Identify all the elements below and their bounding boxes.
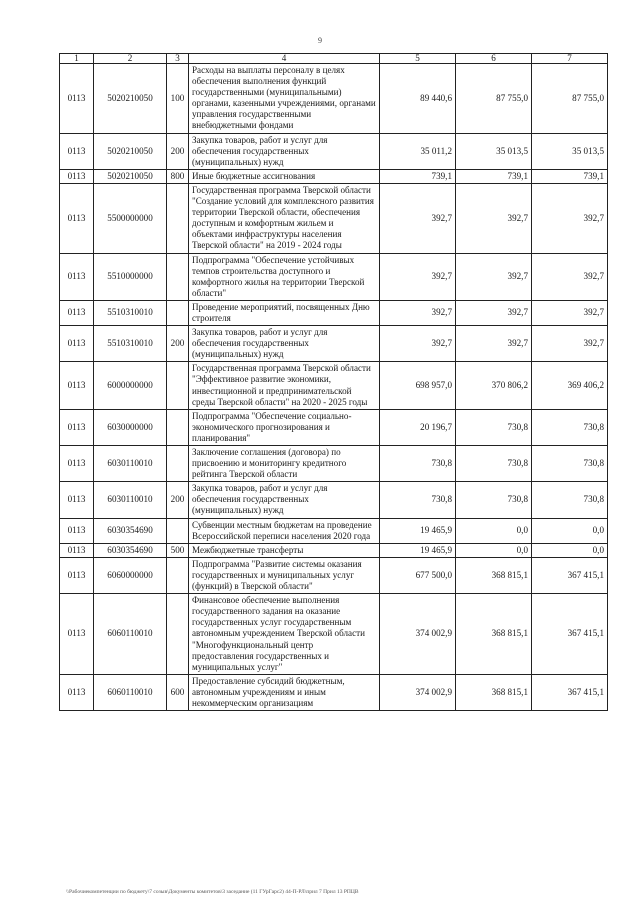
section-code: 0113 [60, 64, 94, 134]
expense-type-code [167, 557, 189, 593]
target-article-code: 5020210050 [94, 64, 167, 134]
item-description: Государственная программа Тверской области "Создание условий для комплексного развития территории Тверской области, обеспечения доступным и комфортным жильем и объектами инфраструктуры населения Тверской области" на 2019 - 2024 годы [189, 183, 380, 253]
table-row [60, 594, 608, 675]
target-article-code: 6060110010 [94, 594, 167, 675]
section-code: 0113 [60, 409, 94, 445]
item-description: Подпрограмма "Обеспечение устойчивых темпов строительства доступного и комфортного жилья на территории Тверской области" [189, 253, 380, 300]
expense-type-code [167, 300, 189, 325]
amount-col6: 392,7 [456, 326, 532, 362]
amount-col7: 0,0 [532, 543, 608, 557]
amount-col7: 392,7 [532, 253, 608, 300]
table-header-row [60, 54, 608, 64]
footer-file-path: \\Рабочиекомпетенции по бюджету\7 созыв\Документы комитетов\3 заседание (11 ГУрГарс2) 44-П-РЛ\прил 7 Прил 13 РПЦВ [66, 889, 359, 895]
column-header: 5 [380, 54, 456, 64]
amount-col6: 739,1 [456, 169, 532, 183]
section-code: 0113 [60, 518, 94, 543]
expense-type-code [167, 253, 189, 300]
column-header: 3 [167, 54, 189, 64]
table-row [60, 64, 608, 134]
amount-col7: 87 755,0 [532, 64, 608, 134]
item-description: Межбюджетные трансферты [189, 543, 380, 557]
amount-col7: 367 415,1 [532, 594, 608, 675]
target-article-code: 5510310010 [94, 326, 167, 362]
amount-col7: 392,7 [532, 300, 608, 325]
section-code: 0113 [60, 674, 94, 710]
budget-table [59, 53, 608, 711]
amount-col5: 739,1 [380, 169, 456, 183]
amount-col5: 374 002,9 [380, 674, 456, 710]
amount-col7: 730,8 [532, 446, 608, 482]
amount-col7: 367 415,1 [532, 557, 608, 593]
amount-col7: 367 415,1 [532, 674, 608, 710]
target-article-code: 5500000000 [94, 183, 167, 253]
amount-col6: 392,7 [456, 253, 532, 300]
table-row [60, 557, 608, 593]
section-code: 0113 [60, 594, 94, 675]
section-code: 0113 [60, 253, 94, 300]
amount-col5: 730,8 [380, 482, 456, 518]
target-article-code: 6000000000 [94, 362, 167, 409]
expense-type-code: 200 [167, 326, 189, 362]
amount-col6: 368 815,1 [456, 674, 532, 710]
amount-col6: 35 013,5 [456, 133, 532, 169]
amount-col7: 730,8 [532, 482, 608, 518]
table-row [60, 169, 608, 183]
amount-col6: 87 755,0 [456, 64, 532, 134]
table-row [60, 326, 608, 362]
column-header: 1 [60, 54, 94, 64]
column-header: 4 [189, 54, 380, 64]
amount-col7: 730,8 [532, 409, 608, 445]
amount-col5: 392,7 [380, 300, 456, 325]
target-article-code: 6030354690 [94, 543, 167, 557]
item-description: Государственная программа Тверской области "Эффективное развитие экономики, инвестиционной и предпринимательской среды Тверской области" на 2020 - 2025 годы [189, 362, 380, 409]
amount-col5: 20 196,7 [380, 409, 456, 445]
section-code: 0113 [60, 362, 94, 409]
amount-col6: 392,7 [456, 183, 532, 253]
target-article-code: 6030110010 [94, 446, 167, 482]
amount-col6: 368 815,1 [456, 557, 532, 593]
amount-col6: 368 815,1 [456, 594, 532, 675]
section-code: 0113 [60, 543, 94, 557]
section-code: 0113 [60, 133, 94, 169]
target-article-code: 6060110010 [94, 674, 167, 710]
section-code: 0113 [60, 169, 94, 183]
item-description: Закупка товаров, работ и услуг для обеспечения государственных (муниципальных) нужд [189, 482, 380, 518]
amount-col5: 374 002,9 [380, 594, 456, 675]
table-row [60, 518, 608, 543]
table-row [60, 446, 608, 482]
section-code: 0113 [60, 482, 94, 518]
item-description: Закупка товаров, работ и услуг для обеспечения государственных (муниципальных) нужд [189, 326, 380, 362]
amount-col5: 392,7 [380, 326, 456, 362]
amount-col7: 739,1 [532, 169, 608, 183]
expense-type-code [167, 409, 189, 445]
item-description: Субвенции местным бюджетам на проведение Всероссийской переписи населения 2020 года [189, 518, 380, 543]
item-description: Расходы на выплаты персоналу в целях обеспечения выполнения функций государственными (муниципальными) органами, казенными учреждениями, органами управления государственными внебюджетными фондами [189, 64, 380, 134]
item-description: Заключение соглашения (договора) по присвоению и мониторингу кредитного рейтинга Тверской области [189, 446, 380, 482]
amount-col6: 730,8 [456, 409, 532, 445]
item-description: Подпрограмма "Обеспечение социально-экономического прогнозирования и планирования" [189, 409, 380, 445]
item-description: Подпрограмма "Развитие системы оказания государственных и муниципальных услуг (функций) в Тверской области" [189, 557, 380, 593]
page-number: 9 [318, 36, 322, 45]
item-description: Финансовое обеспечение выполнения государственного задания на оказание государственных услуг государственным автономным учреждением Тверской области "Многофункциональный центр предоставления государственных и муниципальных услуг" [189, 594, 380, 675]
amount-col5: 698 957,0 [380, 362, 456, 409]
section-code: 0113 [60, 183, 94, 253]
section-code: 0113 [60, 557, 94, 593]
table-row [60, 183, 608, 253]
expense-type-code: 200 [167, 133, 189, 169]
section-code: 0113 [60, 446, 94, 482]
expense-type-code: 200 [167, 482, 189, 518]
amount-col6: 730,8 [456, 482, 532, 518]
expense-type-code [167, 518, 189, 543]
target-article-code: 5510000000 [94, 253, 167, 300]
table-row [60, 133, 608, 169]
amount-col5: 392,7 [380, 183, 456, 253]
item-description: Иные бюджетные ассигнования [189, 169, 380, 183]
item-description: Проведение мероприятий, посвященных Дню строителя [189, 300, 380, 325]
amount-col5: 730,8 [380, 446, 456, 482]
amount-col5: 35 011,2 [380, 133, 456, 169]
expense-type-code [167, 446, 189, 482]
expense-type-code [167, 594, 189, 675]
amount-col5: 392,7 [380, 253, 456, 300]
amount-col6: 392,7 [456, 300, 532, 325]
amount-col7: 0,0 [532, 518, 608, 543]
expense-type-code [167, 362, 189, 409]
target-article-code: 5020210050 [94, 133, 167, 169]
item-description: Закупка товаров, работ и услуг для обеспечения государственных (муниципальных) нужд [189, 133, 380, 169]
table-row [60, 253, 608, 300]
amount-col5: 19 465,9 [380, 518, 456, 543]
amount-col6: 0,0 [456, 518, 532, 543]
target-article-code: 5020210050 [94, 169, 167, 183]
expense-type-code: 500 [167, 543, 189, 557]
item-description: Предоставление субсидий бюджетным, автономным учреждениям и иным некоммерческим организациям [189, 674, 380, 710]
target-article-code: 6060000000 [94, 557, 167, 593]
section-code: 0113 [60, 300, 94, 325]
column-header: 7 [532, 54, 608, 64]
amount-col5: 677 500,0 [380, 557, 456, 593]
amount-col7: 35 013,5 [532, 133, 608, 169]
expense-type-code [167, 183, 189, 253]
target-article-code: 6030000000 [94, 409, 167, 445]
amount-col7: 392,7 [532, 326, 608, 362]
expense-type-code: 100 [167, 64, 189, 134]
expense-type-code: 800 [167, 169, 189, 183]
target-article-code: 6030354690 [94, 518, 167, 543]
target-article-code: 6030110010 [94, 482, 167, 518]
amount-col5: 19 465,9 [380, 543, 456, 557]
column-header: 6 [456, 54, 532, 64]
amount-col6: 0,0 [456, 543, 532, 557]
table-row [60, 482, 608, 518]
amount-col7: 392,7 [532, 183, 608, 253]
table-row [60, 409, 608, 445]
expense-type-code: 600 [167, 674, 189, 710]
amount-col6: 370 806,2 [456, 362, 532, 409]
target-article-code: 5510310010 [94, 300, 167, 325]
amount-col5: 89 440,6 [380, 64, 456, 134]
section-code: 0113 [60, 326, 94, 362]
table-row [60, 300, 608, 325]
table-row [60, 674, 608, 710]
table-row [60, 362, 608, 409]
table-row [60, 543, 608, 557]
amount-col7: 369 406,2 [532, 362, 608, 409]
column-header: 2 [94, 54, 167, 64]
amount-col6: 730,8 [456, 446, 532, 482]
